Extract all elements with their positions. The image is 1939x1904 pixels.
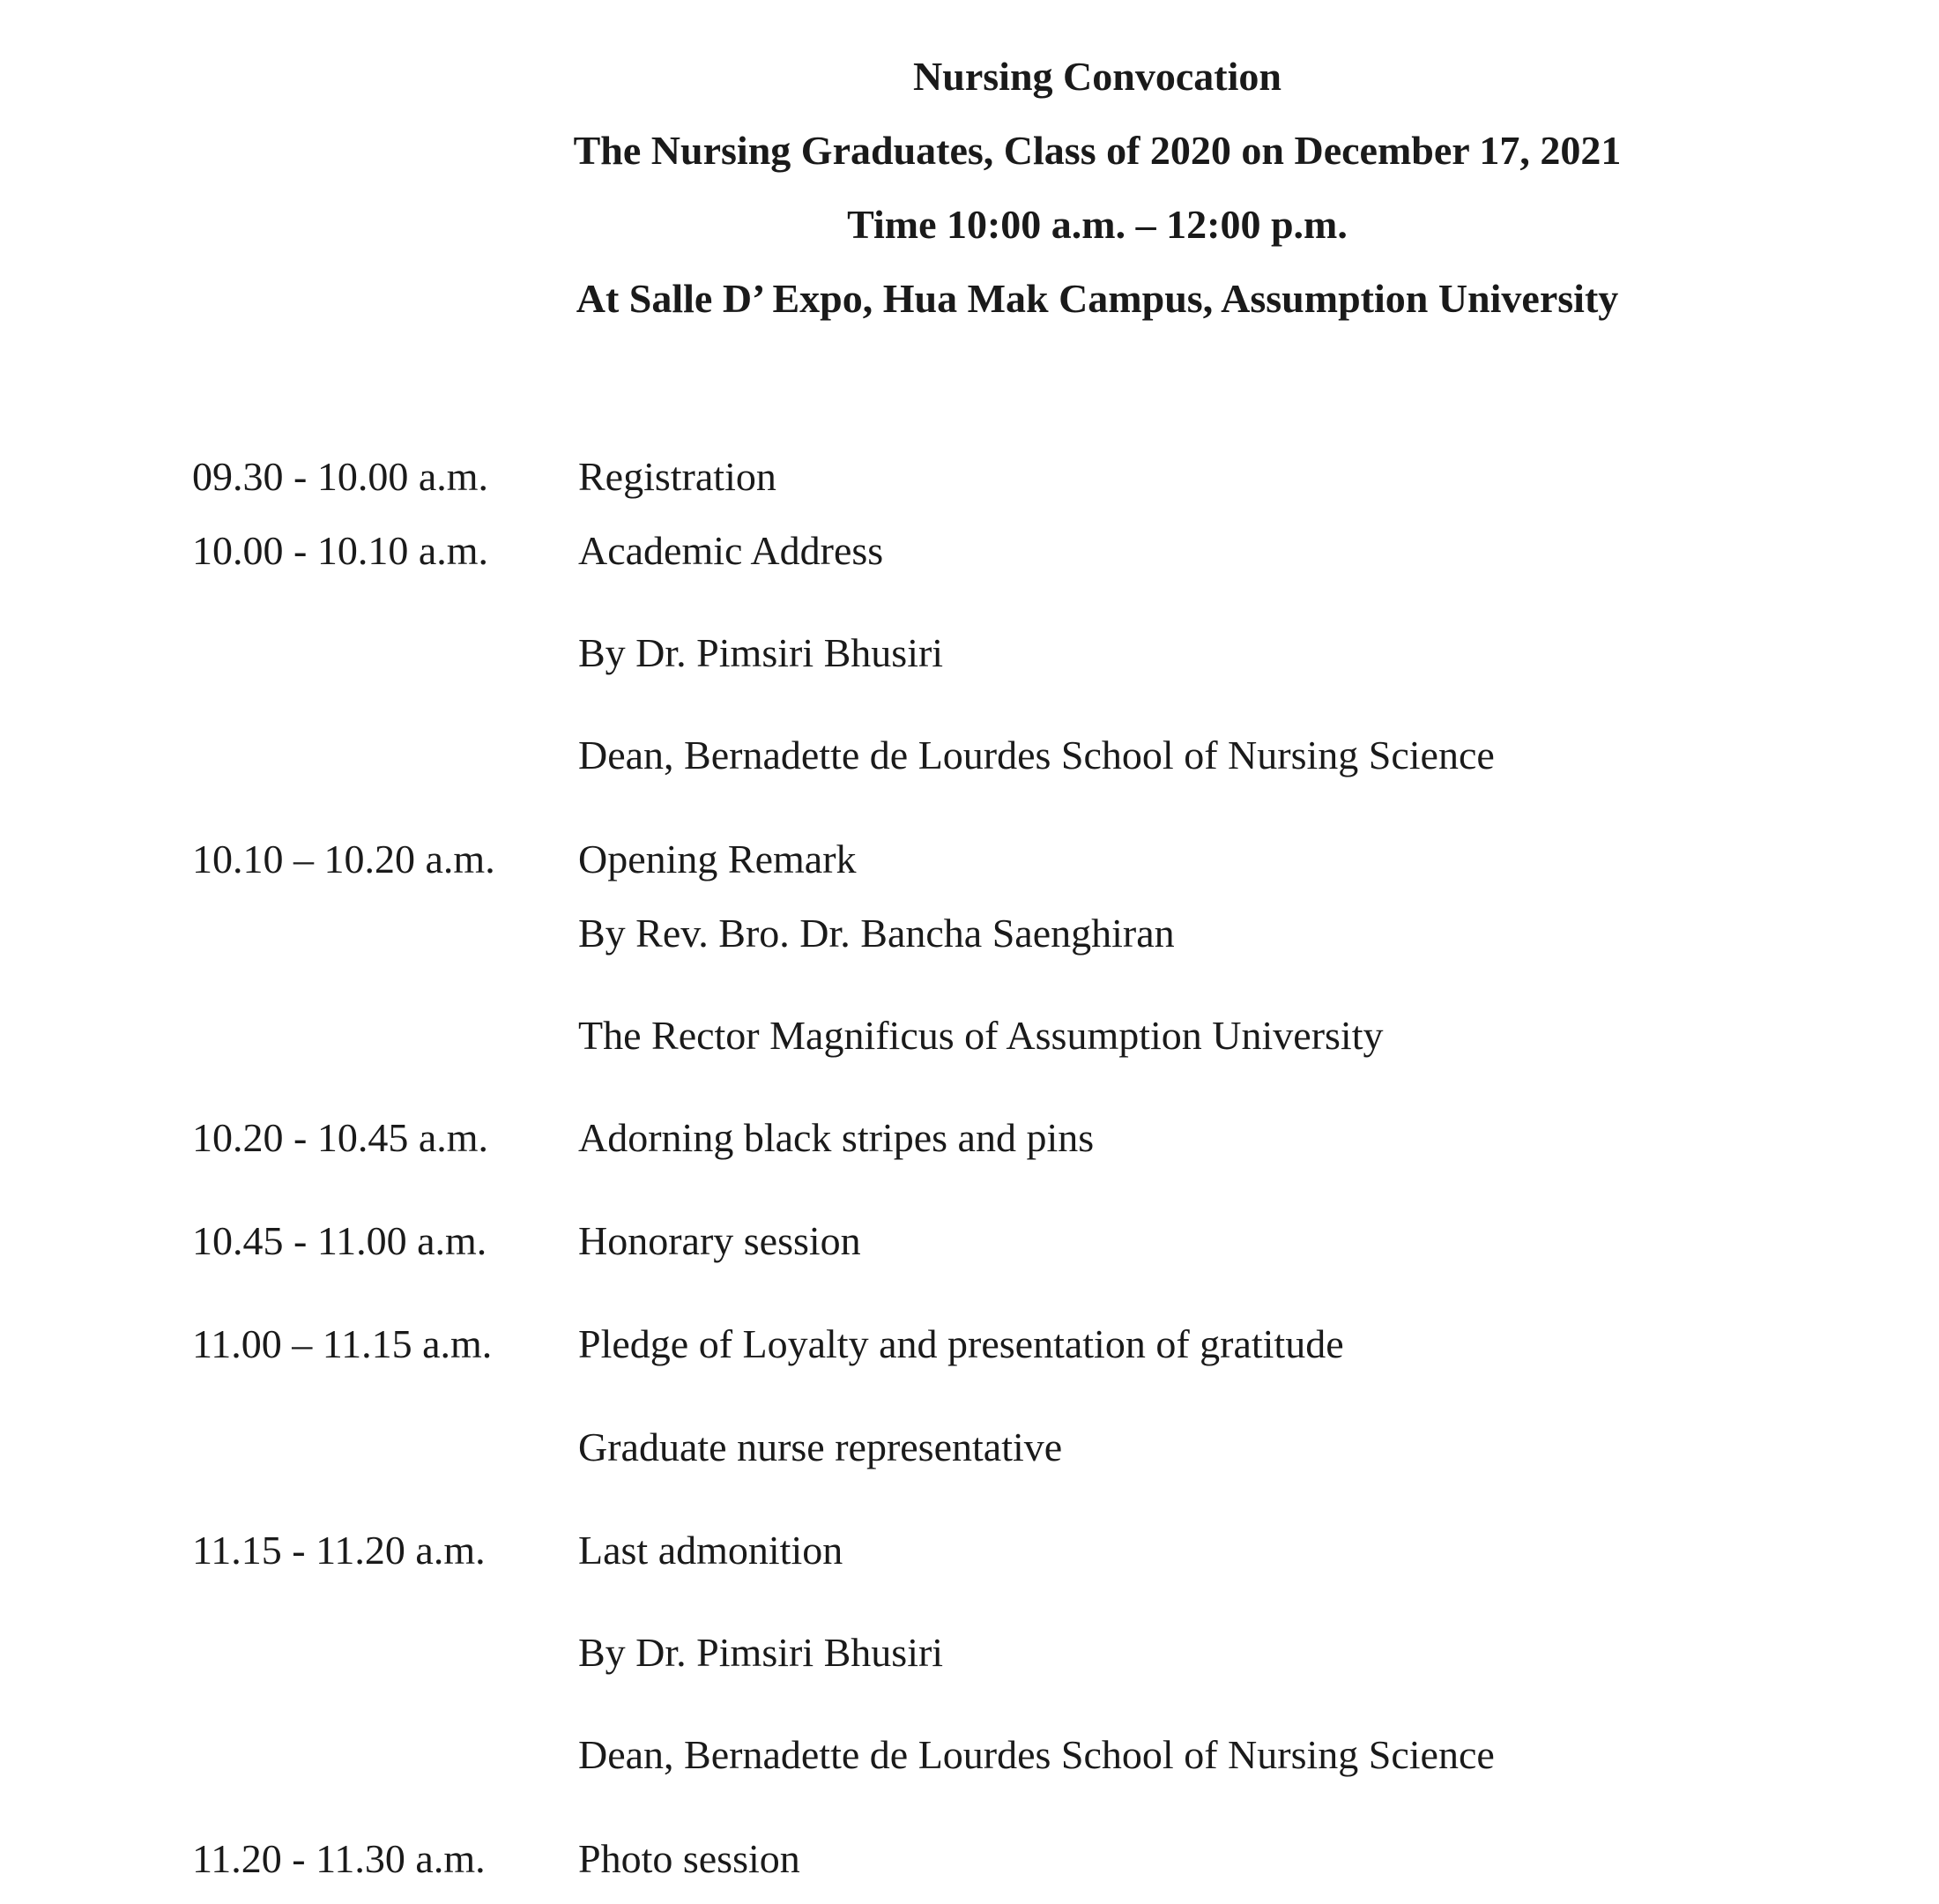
schedule-time: 11.15 - 11.20 a.m.	[192, 1528, 486, 1573]
schedule-time: 09.30 - 10.00 a.m.	[192, 454, 489, 499]
schedule-time: 10.45 - 11.00 a.m.	[192, 1218, 487, 1263]
schedule-item-title: Honorary session	[578, 1218, 861, 1263]
schedule-item-title: Registration	[578, 454, 776, 499]
schedule-item-detail: Graduate nurse representative	[578, 1424, 1063, 1469]
schedule-item-speaker: By Dr. Pimsiri Bhusiri	[578, 630, 944, 675]
schedule-item-speaker: By Rev. Bro. Dr. Bancha Saenghiran	[578, 911, 1175, 956]
schedule-item-speaker-role: The Rector Magnificus of Assumption University	[578, 1013, 1384, 1058]
event-time: Time 10:00 a.m. – 12:00 p.m.	[847, 202, 1348, 247]
schedule-item-speaker: By Dr. Pimsiri Bhusiri	[578, 1630, 944, 1675]
schedule-item-title: Pledge of Loyalty and presentation of gratitude	[578, 1321, 1344, 1366]
schedule-item-speaker-role: Dean, Bernadette de Lourdes School of Nursing Science	[578, 1732, 1495, 1777]
document-title: Nursing Convocation	[913, 54, 1282, 99]
schedule-item-speaker-role: Dean, Bernadette de Lourdes School of Nursing Science	[578, 733, 1495, 777]
schedule-item-title: Adorning black stripes and pins	[578, 1115, 1095, 1160]
document-subtitle: The Nursing Graduates, Class of 2020 on December 17, 2021	[573, 128, 1622, 173]
schedule-item-title: Opening Remark	[578, 837, 857, 881]
event-location: At Salle D’ Expo, Hua Mak Campus, Assumption University	[576, 276, 1619, 321]
schedule-item-title: Photo session	[578, 1836, 800, 1881]
schedule-time: 11.20 - 11.30 a.m.	[192, 1836, 486, 1881]
schedule-time: 10.20 - 10.45 a.m.	[192, 1115, 489, 1160]
schedule-time: 10.00 - 10.10 a.m.	[192, 528, 489, 573]
schedule-item-title: Last admonition	[578, 1528, 843, 1573]
schedule-time: 11.00 – 11.15 a.m.	[192, 1321, 493, 1366]
schedule-item-title: Academic Address	[578, 528, 884, 573]
schedule-time: 10.10 – 10.20 a.m.	[192, 837, 495, 881]
